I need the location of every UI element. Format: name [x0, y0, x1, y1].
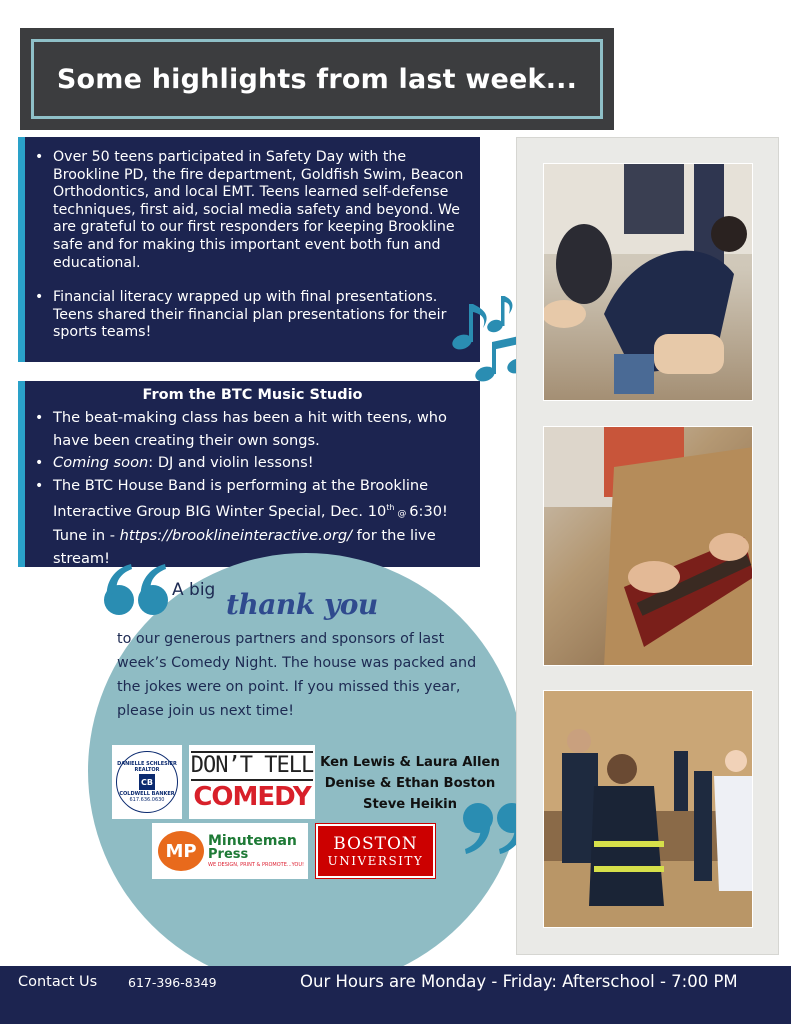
- thanks-emphasis: thank you: [226, 588, 378, 621]
- photo-cpr-training: [543, 163, 753, 401]
- contact-label: Contact Us: [18, 974, 98, 990]
- photo-strip: [516, 137, 779, 955]
- dont-tell-comedy-logo: [189, 745, 315, 819]
- page-title: Some highlights from last week...: [56, 63, 578, 95]
- stream-url-link[interactable]: https://brooklineinteractive.org/: [119, 527, 353, 545]
- sponsor-name: Denise & Ethan Boston: [324, 776, 496, 791]
- highlights-panel: [18, 137, 480, 362]
- thanks-intro: A big: [172, 580, 216, 600]
- header-frame: [31, 39, 603, 119]
- bu-line1: BOSTON: [333, 834, 418, 854]
- sponsor-name: Ken Lewis & Laura Allen: [320, 755, 500, 770]
- studio-title: From the BTC Music Studio: [142, 387, 363, 403]
- quote-open-icon: [101, 560, 173, 620]
- sponsor-name: Steve Heikin: [362, 797, 458, 812]
- minuteman-line2: Press: [208, 847, 249, 862]
- music-studio-panel: [18, 381, 480, 567]
- boston-university-logo: [316, 824, 435, 878]
- coldwell-banker-logo: [112, 745, 182, 819]
- coming-soon-text: : DJ and violin lessons!: [148, 454, 314, 471]
- minuteman-wordmark: [208, 834, 304, 868]
- cb-brand: COLDWELL BANKER: [119, 791, 175, 797]
- thanks-body: to our generous partners and sponsors of last week’s Comedy Night. The house was packed and the jokes were on point. If you missed this year, please join us next time!: [117, 631, 477, 719]
- house-band-end: for the live stream!: [53, 527, 436, 567]
- cb-agent-role: REALTOR: [134, 767, 160, 773]
- cb-phone: 617.636.0630: [129, 797, 165, 803]
- dtc-line2: COMEDY: [193, 782, 311, 812]
- cb-agent-name: DANIELLE SCHLESIER: [117, 761, 177, 767]
- minuteman-press-logo: [152, 823, 308, 879]
- minuteman-tagline: WE DESIGN, PRINT & PROMOTE...YOU!: [208, 862, 305, 868]
- house-band-time: 6:30! Tune in -: [53, 502, 448, 545]
- highlight-item-safety-day: • Over 50 teens participated in Safety Day with the Brookline PD, the fire department, Goldfish Swim, Beacon Orthodontics, and local EMT. Teens learned self-defense techniques, first aid, social media safety and beyond. We are grateful to our first responders for keeping Brookline safe and for making this important event both fun and educational.: [31, 149, 471, 272]
- dtc-line1: DON’T TELL: [191, 751, 313, 781]
- studio-item-house-band: [31, 475, 481, 571]
- contact-phone[interactable]: 617-396-8349: [128, 975, 217, 990]
- header-banner: [20, 28, 614, 130]
- coming-soon-label: Coming soon: [53, 454, 149, 471]
- highlight-item-financial-literacy: • Financial literacy wrapped up with final presentations. Teens shared their financial plan presentations for their sports teams!: [31, 289, 471, 342]
- studio-list: [31, 407, 481, 570]
- at-sign: @: [394, 508, 410, 519]
- studio-item-coming-soon: [31, 452, 481, 475]
- photo-guitar-player: [543, 426, 753, 666]
- cb-badge: CB: [139, 774, 155, 790]
- coldwell-banker-seal: [116, 751, 178, 813]
- photo-firefighter-gear: [543, 690, 753, 928]
- studio-item-beat-making: • The beat-making class has been a hit with teens, who have been creating their own songs.: [31, 407, 481, 452]
- house-band-text: The BTC House Band is performing at the Brookline Interactive Group BIG Winter Special, Dec. 10: [53, 476, 429, 520]
- minuteman-badge: MP: [158, 831, 204, 871]
- highlights-list: [31, 149, 471, 342]
- hours-text: Our Hours are Monday - Friday: Afterschool - 7:00 PM: [300, 972, 738, 991]
- minuteman-line1: Minuteman: [208, 833, 297, 849]
- date-suffix: th: [386, 503, 395, 512]
- bu-line2: UNIVERSITY: [327, 854, 424, 868]
- footer-bar: [0, 966, 791, 1024]
